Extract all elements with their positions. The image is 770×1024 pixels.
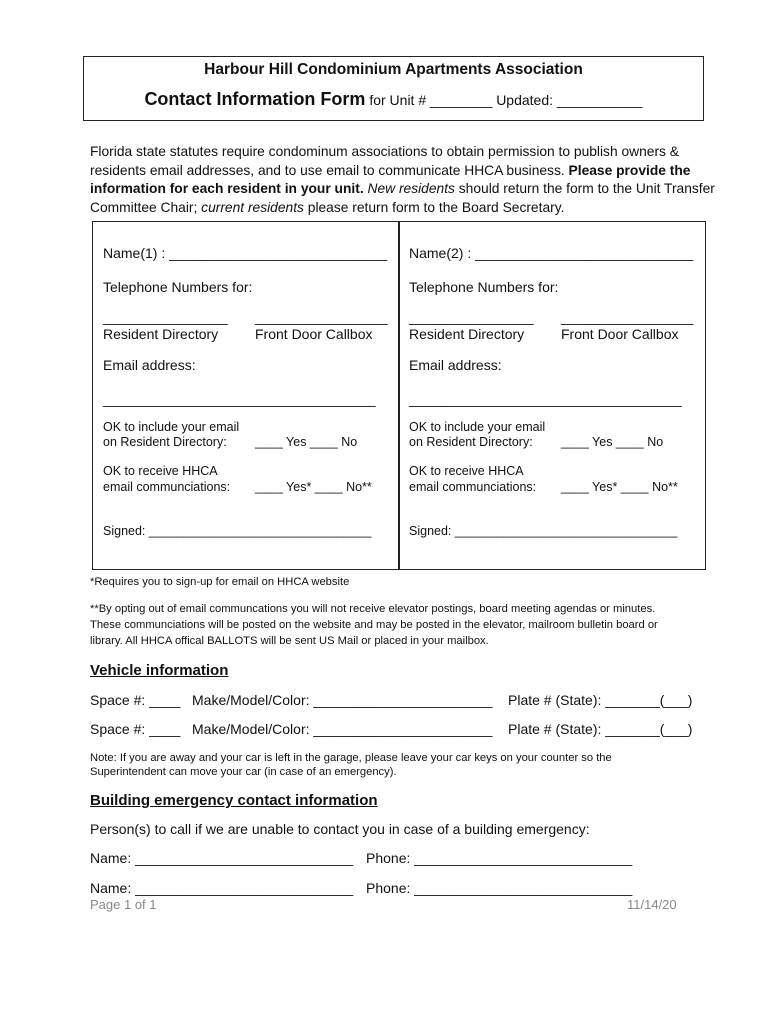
vehicle-note-line-1: Note: If you are away and your car is left in the garage, please leave your car keys on your counter so the	[90, 752, 612, 764]
resident-1-directory-label: Resident Directory	[103, 326, 219, 342]
page-number: Page 1 of 1	[90, 897, 157, 912]
emergency-section-title: Building emergency contact information	[90, 792, 378, 809]
resident-1-ok-hhca-label-1: OK to receive HHCA	[103, 464, 218, 478]
resident-1-ok-directory-label-1: OK to include your email	[103, 420, 240, 434]
form-title: Contact Information Form	[144, 89, 366, 109]
resident-2-ok-hhca-label-2: email communciations:	[409, 480, 537, 494]
resident-1-callbox-phone-field[interactable]: _________________	[255, 309, 388, 325]
emergency-2-name-field[interactable]: Name: ____________________________	[90, 880, 354, 896]
intro-bold-text: Please provide the information for each resident in your unit.	[90, 162, 691, 197]
resident-1-ok-directory-choices[interactable]: ____ Yes ____ No	[255, 435, 358, 449]
resident-1-ok-hhca-choices[interactable]: ____ Yes* ____ No**	[255, 480, 372, 494]
vehicle-1-space-field[interactable]: Space #: ____	[90, 692, 181, 708]
resident-2-telephone-label: Telephone Numbers for:	[409, 279, 559, 295]
form-title-line	[84, 89, 703, 110]
resident-2-callbox-label: Front Door Callbox	[561, 326, 679, 342]
resident-2-ok-directory-label-1: OK to include your email	[409, 420, 546, 434]
resident-1-email-label: Email address:	[103, 357, 196, 373]
vehicle-section-title: Vehicle information	[90, 662, 229, 679]
resident-1-email-field[interactable]: ___________________________________	[103, 391, 376, 407]
emergency-1-phone-field[interactable]: Phone: ____________________________	[366, 850, 633, 866]
resident-2-directory-phone-field[interactable]: ________________	[409, 309, 534, 325]
resident-2-email-field[interactable]: ___________________________________	[409, 391, 682, 407]
intro-text-1: Florida state statutes require condominum associations to obtain permission to publish owners & residents email addresses, and to use email to communicate HHCA business.	[90, 144, 679, 178]
resident-1-directory-phone-field[interactable]: ________________	[103, 309, 228, 325]
resident-1-name-field[interactable]: Name(1) : ____________________________	[103, 245, 388, 261]
resident-info-box	[92, 221, 706, 570]
intro-new-residents: New residents	[367, 181, 455, 197]
resident-1-callbox-label: Front Door Callbox	[255, 326, 373, 342]
unit-updated-fields: for Unit # ________ Updated: ___________	[365, 92, 643, 108]
resident-1-telephone-label: Telephone Numbers for:	[103, 279, 253, 295]
resident-2-name-field[interactable]: Name(2) : ____________________________	[409, 245, 694, 261]
vehicle-note-line-2: Superintendent can move your car (in case of an emergency).	[90, 766, 397, 778]
resident-1-ok-directory-label-2: on Resident Directory:	[103, 435, 227, 449]
vehicle-2-plate-field[interactable]: Plate # (State): _______(___)	[508, 721, 693, 737]
vehicle-2-space-field[interactable]: Space #: ____	[90, 721, 181, 737]
emergency-instruction: Person(s) to call if we are unable to contact you in case of a building emergency:	[90, 821, 590, 837]
resident-1-ok-hhca-label-2: email communciations:	[103, 480, 231, 494]
optout-note-line-2: These communciations will be posted on the website and may be posted in the elevator, mailroom bulletin board or	[90, 619, 658, 631]
resident-2-directory-label: Resident Directory	[409, 326, 525, 342]
resident-2-email-label: Email address:	[409, 357, 502, 373]
vehicle-1-plate-field[interactable]: Plate # (State): _______(___)	[508, 692, 693, 708]
optout-note-line-1: **By opting out of email communcations you will not receive elevator postings, board meeting agendas or minutes.	[90, 603, 656, 615]
intro-text-4: please return form to the Board Secretary.	[303, 200, 565, 216]
intro-text-3: should return the form to the Unit Transfer Committee Chair;	[90, 181, 715, 216]
association-name: Harbour Hill Condominium Apartments Association	[204, 61, 583, 78]
resident-1-signature-field[interactable]: Signed: ________________________________	[103, 524, 372, 538]
emergency-1-name-field[interactable]: Name: ____________________________	[90, 850, 354, 866]
vehicle-2-make-field[interactable]: Make/Model/Color: _______________________	[192, 721, 493, 737]
intro-paragraph	[90, 143, 730, 218]
resident-1-column	[93, 222, 393, 569]
intro-current-residents: current residents	[201, 200, 304, 216]
emergency-2-phone-field[interactable]: Phone: ____________________________	[366, 880, 633, 896]
optout-note-line-3: library. All HHCA offical BALLOTS will be sent US Mail or placed in your mailbox.	[90, 635, 489, 647]
resident-2-ok-hhca-label-1: OK to receive HHCA	[409, 464, 524, 478]
email-signup-note: *Requires you to sign-up for email on HHCA website	[90, 576, 350, 588]
form-header	[83, 56, 704, 121]
resident-2-callbox-phone-field[interactable]: _________________	[561, 309, 694, 325]
resident-2-signature-field[interactable]: Signed: ________________________________	[409, 524, 678, 538]
resident-2-ok-directory-choices[interactable]: ____ Yes ____ No	[561, 435, 664, 449]
revision-date: 11/14/20	[627, 897, 677, 912]
resident-2-ok-hhca-choices[interactable]: ____ Yes* ____ No**	[561, 480, 678, 494]
resident-2-ok-directory-label-2: on Resident Directory:	[409, 435, 533, 449]
resident-2-column	[399, 222, 699, 569]
vehicle-1-make-field[interactable]: Make/Model/Color: _______________________	[192, 692, 493, 708]
